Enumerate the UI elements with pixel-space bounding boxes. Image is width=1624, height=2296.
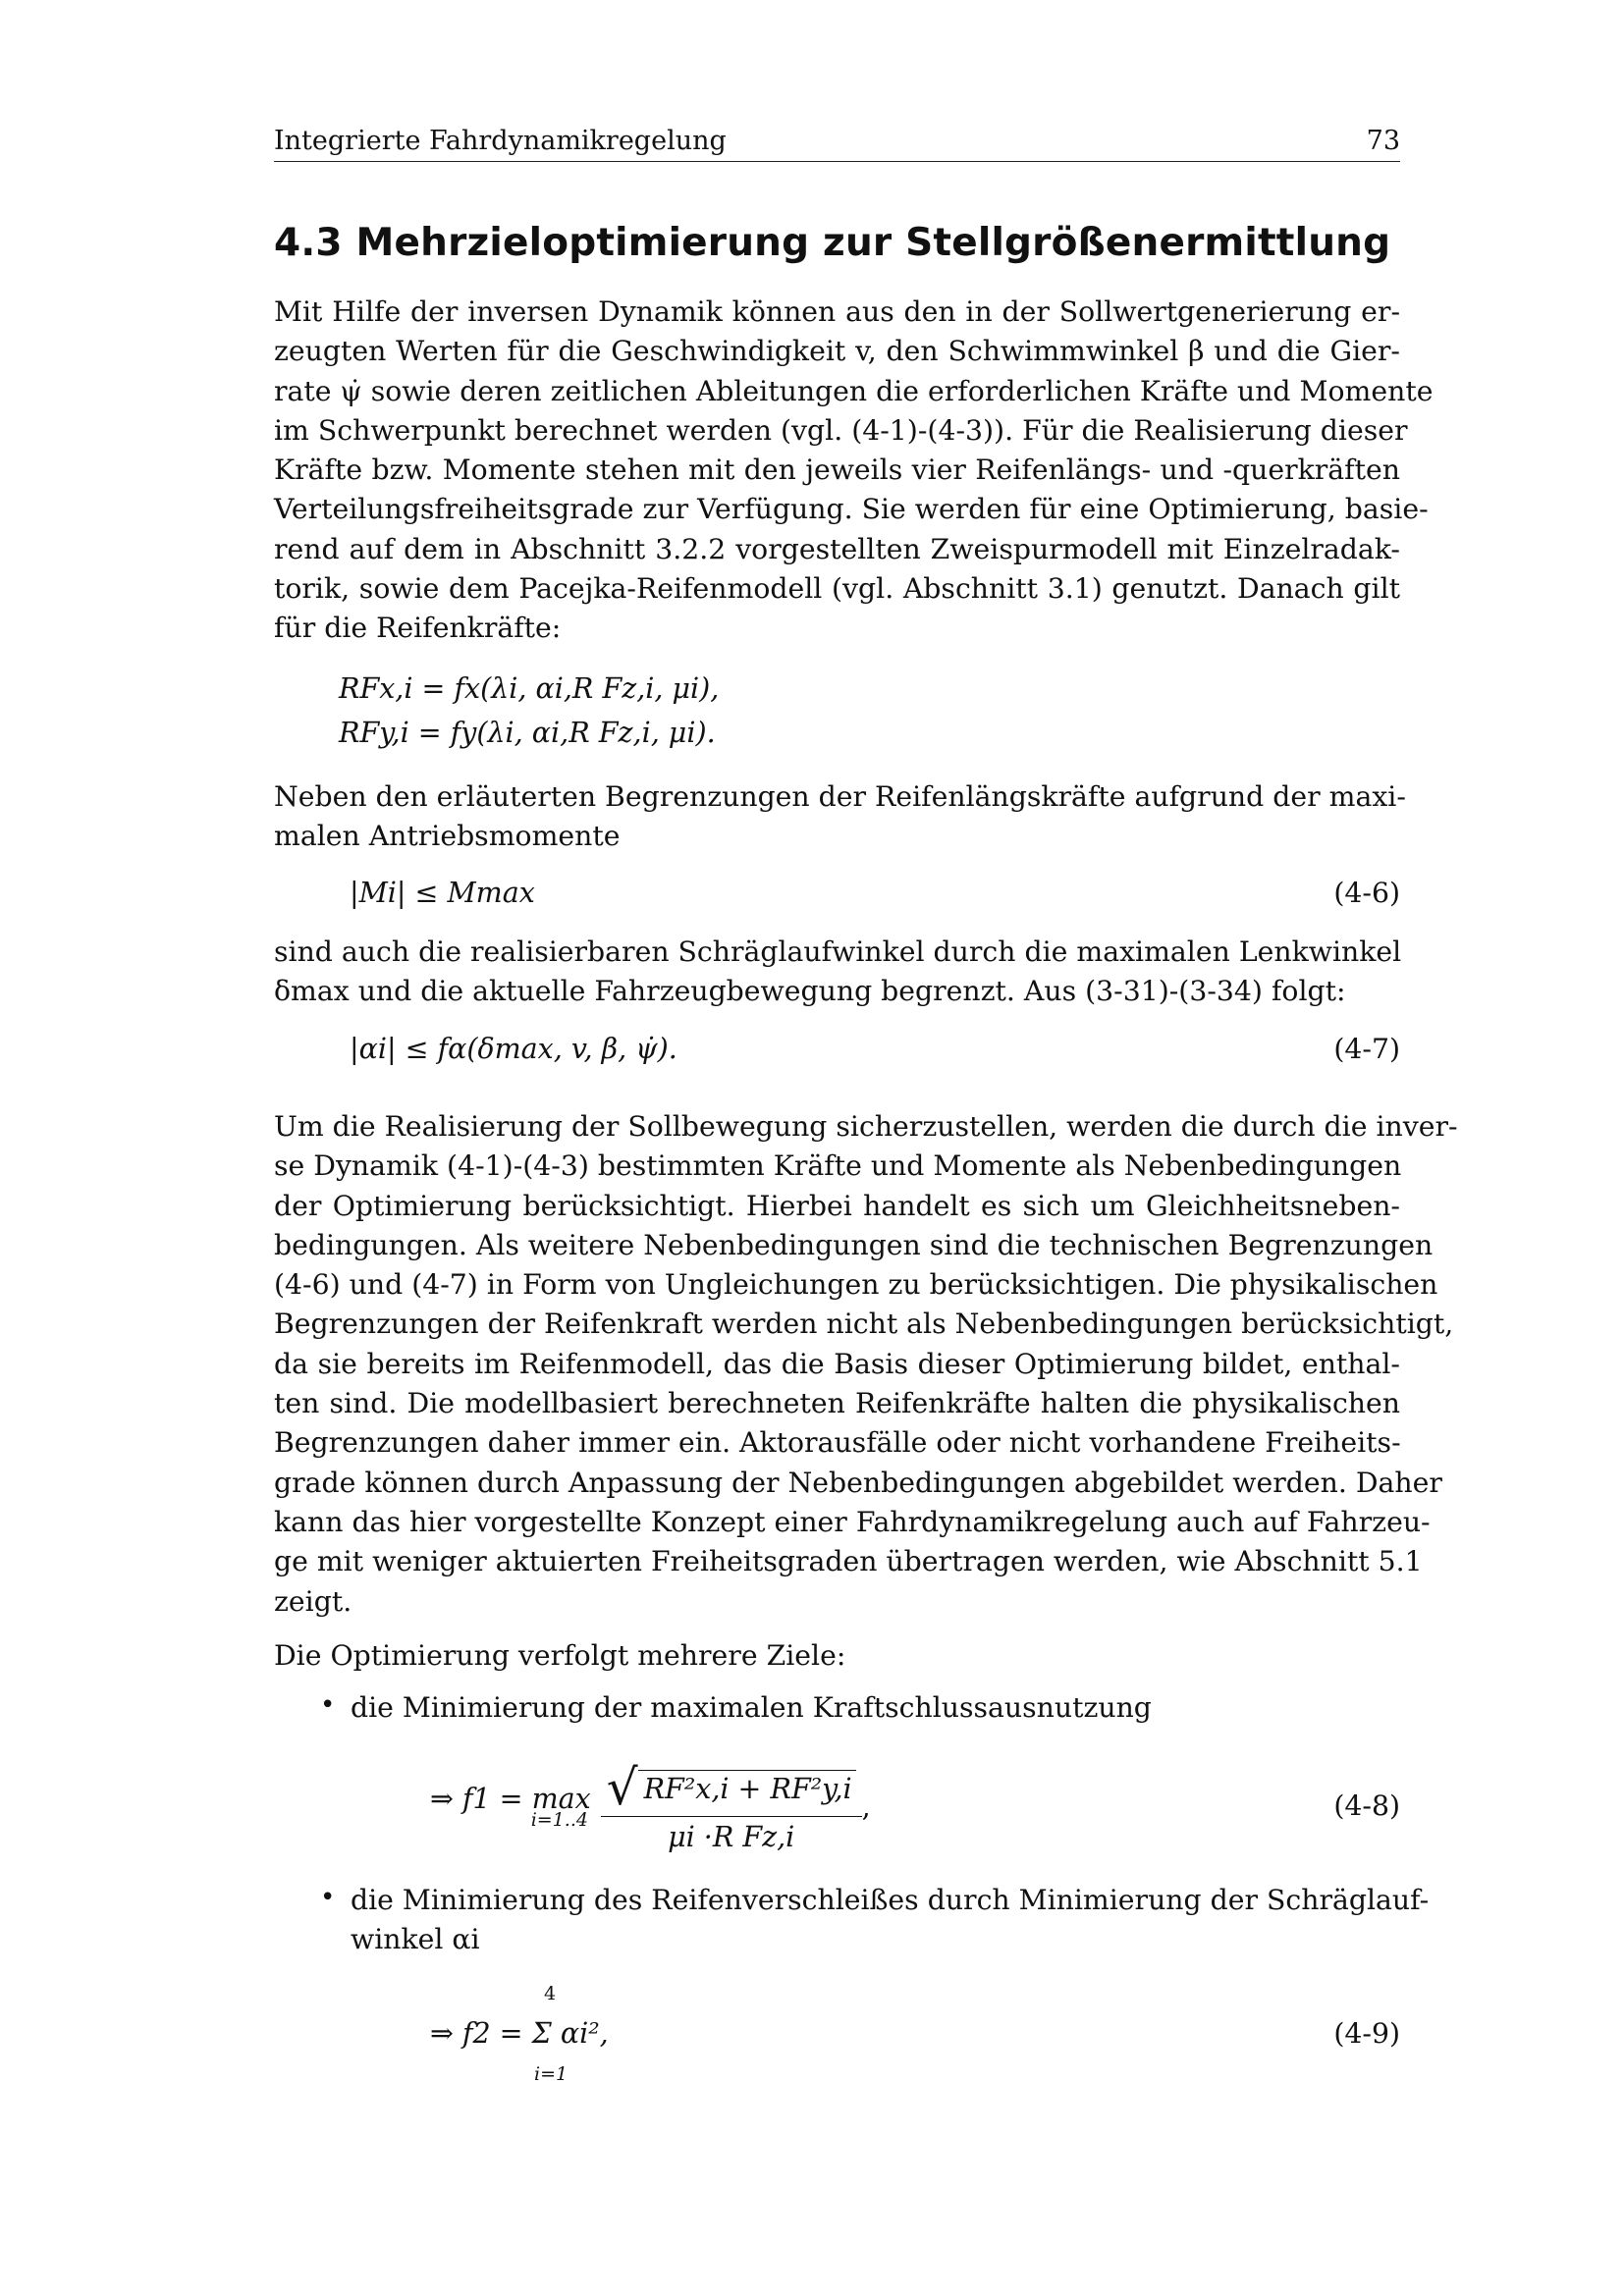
text-line: δmax und die aktuelle Fahrzeugbewegung begrenzt. Aus (3-31)-(3-34) folgt:	[274, 975, 1346, 1008]
text-line: Neben den erläuterten Begrenzungen der Reifenlängskräfte aufgrund der maxi-	[274, 780, 1406, 813]
sum-upper-limit: 4	[544, 1983, 557, 2004]
text-line: se Dynamik (4-1)-(4-3) bestimmten Kräfte und Momente als Nebenbedingungen	[274, 1149, 1402, 1183]
paragraph-5	[274, 1636, 1400, 1676]
equation-4-8-fraction	[601, 1759, 862, 1853]
text-line: torik, sowie dem Pacejka-Reifenmodell (vgl. Abschnitt 3.1) genutzt. Danach gilt	[274, 572, 1400, 606]
text-line: rend auf dem in Abschnitt 3.2.2 vorgestellten Zweispurmodell mit Einzelradak-	[274, 532, 1400, 565]
equation-number-4-6: (4-6)	[1333, 877, 1400, 909]
equation-number-4-7: (4-7)	[1333, 1033, 1400, 1065]
equation-4-8: ⇒ f1 = max i=1..4 $\frac{\text{√ RF²x,i + RF²y,i}}{\text{μi ·R Fz,i}}$ ,	[430, 1759, 871, 1853]
text-line: Die Optimierung verfolgt mehrere Ziele:	[274, 1639, 846, 1672]
equation-number-4-9: (4-9)	[1333, 2017, 1400, 2050]
paragraph-1	[274, 293, 1434, 649]
equation-tire-force-x: RFx,i = fx(λi, αi,R Fz,i, μi),	[339, 672, 720, 705]
text-line: Begrenzungen daher immer ein. Aktorausfälle oder nicht vorhandene Freiheits-	[274, 1426, 1401, 1460]
bullet-item-1	[351, 1688, 1400, 1728]
text-line: Um die Realisierung der Sollbewegung sicherzustellen, werden die durch die inver-	[274, 1110, 1458, 1143]
text-line: die Minimierung der maximalen Kraftschlussausnutzung	[351, 1691, 1152, 1724]
text-line: kann das hier vorgestellte Konzept einer Fahrdynamikregelung auch auf Fahrzeu-	[274, 1505, 1431, 1538]
text-line: sind auch die realisierbaren Schräglaufwinkel durch die maximalen Lenkwinkel	[274, 935, 1402, 968]
text-line: zeugten Werten für die Geschwindigkeit v, den Schwimmwinkel β und die Gier-	[274, 335, 1400, 368]
equation-tire-force-y: RFy,i = fy(λi, αi,R Fz,i, μi).	[339, 717, 716, 749]
text-line: für die Reifenkräfte:	[274, 612, 562, 645]
text-line: (4-6) und (4-7) in Form von Ungleichungen zu berücksichtigen. Die physikalischen	[274, 1268, 1438, 1302]
paragraph-2	[274, 777, 1406, 857]
text-line: da sie bereits im Reifenmodell, das die Basis dieser Optimierung bildet, enthal-	[274, 1347, 1400, 1380]
text-line: Mit Hilfe der inversen Dynamik können aus den in der Sollwertgenerierung er-	[274, 295, 1400, 328]
equation-4-8-numerator: RF²x,i + RF²y,i	[638, 1770, 856, 1805]
text-line: rate ψ̇ sowie deren zeitlichen Ableitungen die erforderlichen Kräfte und Momente	[274, 374, 1434, 407]
text-line: Kräfte bzw. Momente stehen mit den jeweils vier Reifenlängs- und -querkräften	[274, 454, 1400, 487]
sum-lower-limit: i=1	[534, 2063, 568, 2085]
header-title: Integrierte Fahrdynamikregelung	[274, 126, 727, 156]
text-line: grade können durch Anpassung der Nebenbedingungen abgebildet werden. Daher	[274, 1466, 1442, 1499]
text-line: der Optimierung berücksichtigt. Hierbei handelt es sich um Gleichheitsneben-	[274, 1189, 1400, 1222]
paragraph-4	[274, 1107, 1458, 1622]
equation-4-8-lhs: ⇒ f1 = max i=1..4	[430, 1782, 591, 1831]
running-header	[274, 126, 1400, 162]
equation-4-9-body: ⇒ f2 = Σ αi²,	[430, 2017, 609, 2050]
text-line: malen Antriebsmomente	[274, 820, 621, 853]
equation-4-6: |Mi| ≤ Mmax	[350, 877, 535, 909]
square-root-icon: √	[606, 1759, 638, 1816]
bullet-marker: •	[320, 1690, 336, 1720]
text-line: Begrenzungen der Reifenkraft werden nicht als Nebenbedingungen berücksichtigt,	[274, 1308, 1454, 1341]
text-line: Verteilungsfreiheitsgrade zur Verfügung. Sie werden für eine Optimierung, basie-	[274, 493, 1429, 526]
text-line: die Minimierung des Reifenverschleißes durch Minimierung der Schräglauf-	[351, 1884, 1430, 1916]
page-number: 73	[1366, 126, 1400, 156]
section-heading: 4.3 Mehrzieloptimierung zur Stellgrößenermittlung	[274, 221, 1391, 265]
bullet-marker: •	[320, 1883, 336, 1912]
text-line: ge mit weniger aktuierten Freiheitsgraden übertragen werden, wie Abschnitt 5.1	[274, 1545, 1423, 1578]
text-line: zeigt.	[274, 1584, 352, 1618]
text-line: ten sind. Die modellbasiert berechneten Reifenkräfte halten die physikalischen	[274, 1387, 1400, 1420]
paragraph-3	[274, 933, 1400, 1012]
equation-4-8-range: i=1..4	[530, 1808, 588, 1831]
equation-4-7: |αi| ≤ fα(δmax, v, β, ψ̇).	[350, 1033, 677, 1065]
equation-4-8-denominator: μi ·R Fz,i	[601, 1816, 862, 1853]
text-line: im Schwerpunkt berechnet werden (vgl. (4-1)-(4-3)). Für die Realisierung dieser	[274, 413, 1408, 447]
equation-number-4-8: (4-8)	[1333, 1789, 1400, 1822]
bullet-item-2	[351, 1881, 1430, 1960]
text-line: winkel αi	[351, 1923, 480, 1956]
text-line: bedingungen. Als weitere Nebenbedingungen sind die technischen Begrenzungen	[274, 1228, 1434, 1261]
